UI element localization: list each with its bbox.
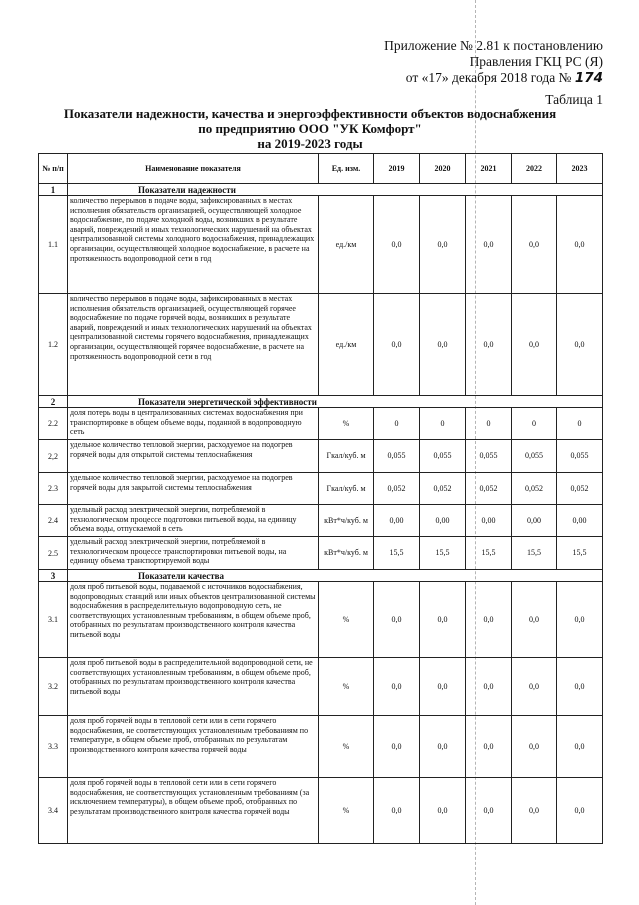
appendix-header [384, 38, 603, 86]
value-2022: 0,055 [512, 440, 557, 473]
value-2022: 0,0 [512, 582, 557, 658]
indicator-unit: % [319, 716, 374, 778]
indicator-name: удельный расход электрической энергии, потребляемой в технологическом процессе подготовки питьевой воды, на единицу объема воды, отпускаемой в сеть [68, 505, 319, 537]
value-2022: 0,0 [512, 716, 557, 778]
value-2021: 0,052 [466, 473, 512, 505]
title-line-2: по предприятию ООО "УК Комфорт" [198, 121, 422, 136]
value-2023: 0,052 [557, 473, 603, 505]
section-row [39, 570, 603, 582]
table-row [39, 582, 603, 658]
col-header-2022: 2022 [512, 154, 557, 184]
col-header-2023: 2023 [557, 154, 603, 184]
value-2022: 0,0 [512, 196, 557, 294]
row-number: 2.4 [39, 505, 68, 537]
indicator-name: доля потерь воды в централизованных системах водоснабжения при транспортировке в общем объеме воды, поданной в водопроводную сеть [68, 408, 319, 440]
appendix-line-2: Правления ГКЦ РС (Я) [469, 54, 603, 69]
value-2023: 0,0 [557, 658, 603, 716]
value-2021: 0,0 [466, 294, 512, 396]
table-header-row [39, 154, 603, 184]
value-2022: 0,052 [512, 473, 557, 505]
row-number: 3.4 [39, 778, 68, 844]
value-2020: 0,0 [420, 294, 466, 396]
value-2023: 0,0 [557, 582, 603, 658]
col-header-2019: 2019 [374, 154, 420, 184]
row-number: 3.3 [39, 716, 68, 778]
indicator-unit: ед./км [319, 196, 374, 294]
value-2023: 0,0 [557, 196, 603, 294]
value-2023: 0,0 [557, 294, 603, 396]
indicator-name: доля проб горячей воды в тепловой сети или в сети горячего водоснабжения, не соответствующих установленным требованиям по температуре, в общем объеме проб, отобранных по результатам производственного контроля качества горячей воды [68, 716, 319, 778]
value-2021: 0,055 [466, 440, 512, 473]
value-2019: 0,0 [374, 294, 420, 396]
section-row [39, 184, 603, 196]
indicator-unit: кВт*ч/куб. м [319, 537, 374, 570]
value-2019: 0,0 [374, 582, 420, 658]
value-2020: 0,055 [420, 440, 466, 473]
value-2019: 0,0 [374, 778, 420, 844]
section-title: Показатели качества [68, 570, 603, 582]
indicator-unit: % [319, 408, 374, 440]
decree-date: от «17» декабря 2018 года № [405, 70, 572, 85]
value-2019: 0 [374, 408, 420, 440]
title-line-3: на 2019-2023 годы [257, 136, 363, 151]
indicator-name: количество перерывов в подаче воды, зафиксированных в местах исполнения обязательств организацией, осуществляющей горячее водоснабжение по подаче горячей воды, возникших в результате аварий, повреждений и иных технологических нарушений на объектах централизованной системы горячего водоснабжения, принадлежащих организации, осуществляющей горячее водоснабжение, в расчете на протяженность водопроводной сети в год [68, 294, 319, 396]
appendix-line-3 [384, 70, 603, 86]
value-2021: 15,5 [466, 537, 512, 570]
col-header-unit: Ед. изм. [319, 154, 374, 184]
indicator-name: доля проб горячей воды в тепловой сети или в сети горячего водоснабжения, не соответствующих установленным требованиям (за исключением температуры), в общем объеме проб, отобранных по результатам производственного контроля качества горячей воды [68, 778, 319, 844]
table-row [39, 505, 603, 537]
section-number: 3 [39, 570, 68, 582]
decree-number: 174 [574, 70, 603, 86]
row-number: 3.2 [39, 658, 68, 716]
value-2022: 0,0 [512, 658, 557, 716]
value-2019: 0,00 [374, 505, 420, 537]
indicator-unit: % [319, 658, 374, 716]
section-title: Показатели энергетической эффективности [68, 396, 603, 408]
row-number: 1.2 [39, 294, 68, 396]
value-2022: 0,0 [512, 294, 557, 396]
value-2023: 15,5 [557, 537, 603, 570]
table-row [39, 473, 603, 505]
section-number: 2 [39, 396, 68, 408]
indicator-name: удельный расход электрической энергии, потребляемой в технологическом процессе транспортировки питьевой воды, на единицу объема транспортируемой воды [68, 537, 319, 570]
value-2019: 0,0 [374, 196, 420, 294]
indicator-name: удельное количество тепловой энергии, расходуемое на подогрев горячей воды для открытой системы теплоснабжения [68, 440, 319, 473]
section-title: Показатели надежности [68, 184, 603, 196]
value-2021: 0 [466, 408, 512, 440]
row-number: 2,2 [39, 440, 68, 473]
value-2023: 0,055 [557, 440, 603, 473]
row-number: 2.3 [39, 473, 68, 505]
value-2023: 0,0 [557, 716, 603, 778]
value-2021: 0,00 [466, 505, 512, 537]
value-2020: 0,00 [420, 505, 466, 537]
indicator-unit: % [319, 582, 374, 658]
col-header-no: № п/п [39, 154, 68, 184]
table-row [39, 196, 603, 294]
value-2022: 0,0 [512, 778, 557, 844]
indicator-unit: ед./км [319, 294, 374, 396]
col-header-2020: 2020 [420, 154, 466, 184]
table-row [39, 778, 603, 844]
value-2020: 15,5 [420, 537, 466, 570]
col-header-2021: 2021 [466, 154, 512, 184]
value-2019: 0,0 [374, 658, 420, 716]
indicator-name: удельное количество тепловой энергии, расходуемое на подогрев горячей воды для закрытой системы теплоснабжения [68, 473, 319, 505]
value-2021: 0,0 [466, 778, 512, 844]
value-2021: 0,0 [466, 196, 512, 294]
table-row [39, 658, 603, 716]
value-2020: 0,0 [420, 778, 466, 844]
appendix-line-1: Приложение № 2.81 к постановлению [384, 38, 603, 53]
value-2023: 0 [557, 408, 603, 440]
value-2020: 0,0 [420, 582, 466, 658]
indicator-unit: % [319, 778, 374, 844]
indicators-table [38, 153, 603, 844]
value-2022: 15,5 [512, 537, 557, 570]
value-2022: 0 [512, 408, 557, 440]
document-title [60, 106, 560, 151]
row-number: 2.5 [39, 537, 68, 570]
value-2023: 0,0 [557, 778, 603, 844]
section-row [39, 396, 603, 408]
indicator-name: доля проб питьевой воды в распределительной водопроводной сети, не соответствующих установленным требованиям, в общем объеме проб, отобранных по результатам производственного контроля качества питьевой воды [68, 658, 319, 716]
value-2020: 0,0 [420, 196, 466, 294]
indicator-unit: Гкал/куб. м [319, 440, 374, 473]
table-row [39, 440, 603, 473]
value-2020: 0,052 [420, 473, 466, 505]
value-2020: 0,0 [420, 716, 466, 778]
table-row [39, 716, 603, 778]
col-header-name: Наименование показателя [68, 154, 319, 184]
row-number: 2.2 [39, 408, 68, 440]
value-2019: 0,055 [374, 440, 420, 473]
section-number: 1 [39, 184, 68, 196]
value-2019: 0,0 [374, 716, 420, 778]
value-2022: 0,00 [512, 505, 557, 537]
value-2023: 0,00 [557, 505, 603, 537]
row-number: 3.1 [39, 582, 68, 658]
title-line-1: Показатели надежности, качества и энергоэффективности объектов водоснабжения [63, 106, 557, 121]
table-row [39, 537, 603, 570]
value-2020: 0 [420, 408, 466, 440]
table-row [39, 294, 603, 396]
value-2021: 0,0 [466, 658, 512, 716]
indicator-name: доля проб питьевой воды, подаваемой с источников водоснабжения, водопроводных станций или иных объектов централизованной системы водоснабжения в распределительную водопроводную сеть, не соответствующих установленным требованиям, в общем объеме проб, отобранных по результатам производственного контроля качества питьевой воды [68, 582, 319, 658]
value-2019: 15,5 [374, 537, 420, 570]
row-number: 1.1 [39, 196, 68, 294]
value-2021: 0,0 [466, 582, 512, 658]
table-label: Таблица 1 [545, 92, 603, 107]
value-2020: 0,0 [420, 658, 466, 716]
table-row [39, 408, 603, 440]
indicator-unit: кВт*ч/куб. м [319, 505, 374, 537]
indicator-name: количество перерывов в подаче воды, зафиксированных в местах исполнения обязательств организацией, осуществляющей холодное водоснабжение, по подаче холодной воды, возникших в результате аварий, повреждений и иных технологических нарушений на объектах централизованной системы холодного водоснабжения, принадлежащих организации, осуществляющей холодное водоснабжение, в расчете на протяженность водопроводной сети в год [68, 196, 319, 294]
value-2019: 0,052 [374, 473, 420, 505]
indicator-unit: Гкал/куб. м [319, 473, 374, 505]
value-2021: 0,0 [466, 716, 512, 778]
